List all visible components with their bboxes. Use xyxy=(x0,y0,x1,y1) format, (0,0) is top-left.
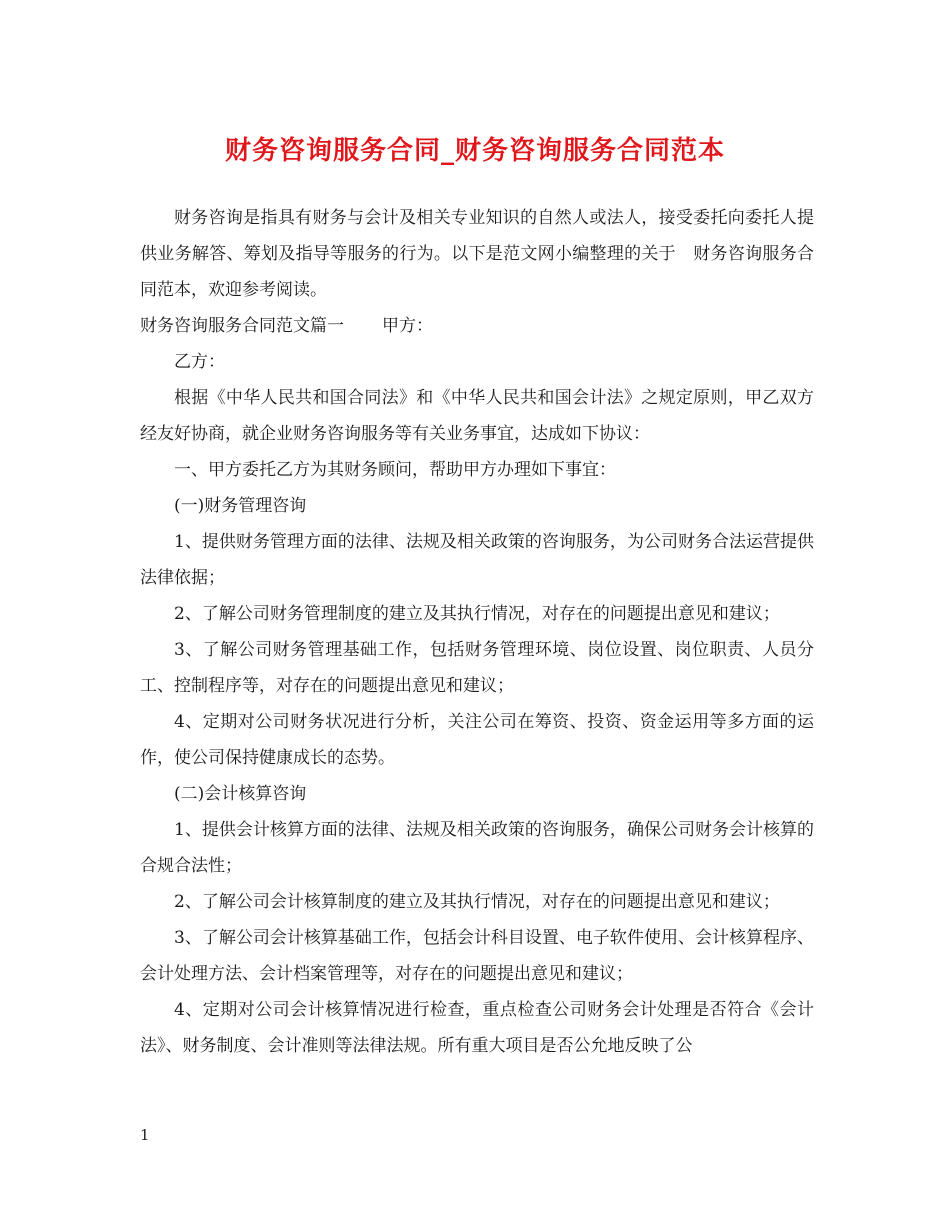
body-paragraph: 1、提供会计核算方面的法律、法规及相关政策的咨询服务，确保公司财务会计核算的合规合法性； xyxy=(140,820,814,876)
body-paragraph: 3、了解公司财务管理基础工作，包括财务管理环境、岗位设置、岗位职责、人员分工、控制程序等，对存在的问题提出意见和建议； xyxy=(140,640,814,696)
body-paragraph: 4、定期对公司会计核算情况进行检查，重点检查公司财务会计处理是否符合《会计法》、财务制度、会计准则等法律法规。所有重大项目是否公允地反映了公 xyxy=(140,1000,814,1056)
body-paragraph: 2、了解公司会计核算制度的建立及其执行情况，对存在的问题提出意见和建议； xyxy=(174,892,780,912)
body-paragraph: 3、了解公司会计核算基础工作，包括会计科目设置、电子软件使用、会计核算程序、会计处理方法、会计档案管理等，对存在的问题提出意见和建议； xyxy=(140,928,814,984)
body-paragraph: 1、提供财务管理方面的法律、法规及相关政策的咨询服务，为公司财务合法运营提供法律依据； xyxy=(140,532,814,588)
body-paragraph: 一、甲方委托乙方为其财务顾问，帮助甲方办理如下事宜： xyxy=(174,460,616,480)
body-paragraph: 4、定期对公司财务状况进行分析，关注公司在筹资、投资、资金运用等多方面的运作，使公司保持健康成长的态势。 xyxy=(140,712,814,768)
page-number: 1 xyxy=(140,1126,150,1144)
body-paragraph: 2、了解公司财务管理制度的建立及其执行情况，对存在的问题提出意见和建议； xyxy=(174,604,780,624)
subsection-heading: (一)财务管理咨询 xyxy=(174,496,307,516)
intro-paragraph: 财务咨询是指具有财务与会计及相关专业知识的自然人或法人，接受委托向委托人提供业务解答、筹划及指导等服务的行为。以下是范文网小编整理的关于 财务咨询服务合同范本，欢迎参考阅读。 xyxy=(140,208,814,300)
body-paragraph: 根据《中华人民共和国合同法》和《中华人民共和国会计法》之规定原则，甲乙双方经友好协商，就企业财务咨询服务等有关业务事宜，达成如下协议： xyxy=(140,388,814,444)
section-heading: 财务咨询服务合同范文篇一 xyxy=(140,316,344,336)
party-a-label: 甲方： xyxy=(382,316,433,336)
section-heading-line xyxy=(140,308,814,344)
party-b-label: 乙方： xyxy=(174,352,225,372)
document-body xyxy=(140,200,814,1064)
subsection-heading: (二)会计核算咨询 xyxy=(174,784,307,804)
document-title: 财务咨询服务合同_财务咨询服务合同范本 xyxy=(224,136,725,166)
